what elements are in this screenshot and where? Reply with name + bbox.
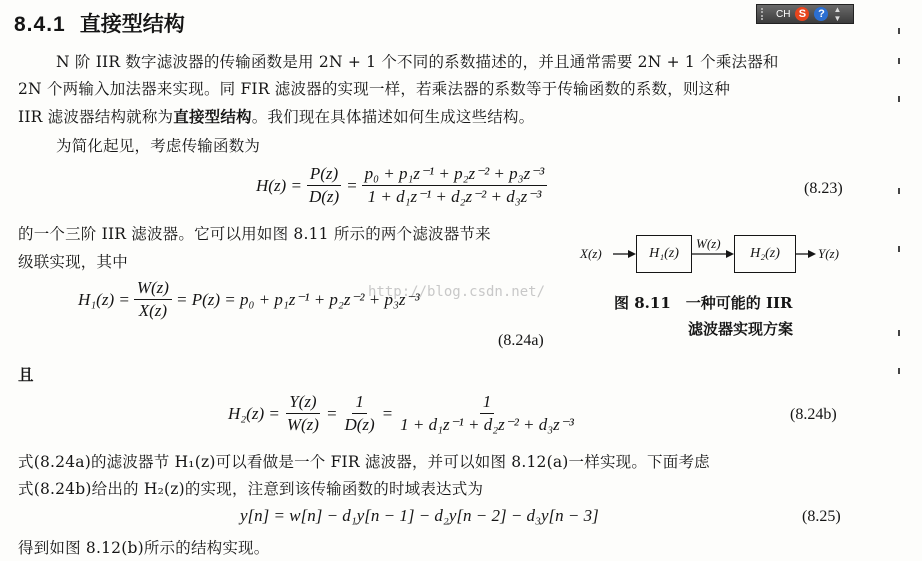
eq823-frac1-denominator: D(z) (308, 187, 340, 206)
scroll-tick (898, 368, 900, 374)
help-icon[interactable]: ? (814, 7, 828, 21)
eq823-fraction1 (306, 164, 342, 207)
eq824b-frac3-denominator: 1 + d₁z⁻¹ + d₂z⁻² + d₃z⁻³ (400, 415, 574, 434)
eq824b-frac1-denominator: W(z) (286, 415, 319, 434)
block-h2 (734, 235, 796, 273)
eq823-lhs: H(z) = (256, 175, 302, 195)
scroll-tick (898, 28, 900, 34)
eq824b-frac2-numerator: 1 (352, 392, 367, 414)
section-heading (14, 8, 185, 38)
scroll-tick (898, 58, 900, 64)
paragraph1-line3-post: 。我们现在具体描述如何生成这些结构。 (251, 108, 535, 126)
block-h2-label: H₂(z) (750, 246, 780, 261)
output-arrow-head (808, 250, 816, 258)
scroll-tick (898, 330, 900, 336)
paragraph1-line3 (18, 104, 534, 130)
diagram-input-label: X(z) (580, 246, 602, 261)
paragraph4: 得到如图 8.12(b)所示的结构实现。 (18, 539, 270, 557)
block-h1-label: H₁(z) (649, 246, 679, 261)
equation-number-8-25: (8.25) (802, 508, 841, 525)
eq823-frac1-numerator: P(z) (307, 164, 341, 186)
equation-number-8-24b: (8.24b) (790, 406, 837, 423)
eq824b-lhs: H₂(z) = (228, 403, 280, 423)
grip-icon[interactable] (761, 8, 771, 20)
eq824a-numerator: W(z) (134, 278, 172, 300)
diagram-mid-label: W(z) (696, 236, 721, 251)
eq823-equals: = (346, 175, 358, 195)
equation-number-8-24a: (8.24a) (498, 332, 544, 349)
scrollbar[interactable] (878, 0, 922, 561)
paragraph1-line1: N 阶 IIR 数字滤波器的传输函数是用 2N + 1 个不同的系数描述的，并且通常需要 2N + 1 个乘法器和 (56, 53, 779, 71)
paragraph2-line2: 级联实现，其中 (18, 253, 128, 271)
scroll-tick (898, 246, 900, 252)
paragraph3-line2: 式(8.24b)给出的 H₂(z)的实现，注意到该传输函数的时域表达式为 (18, 480, 484, 498)
equation-8-24b (228, 392, 581, 435)
paragraph2-line1: 的一个三阶 IIR 滤波器。它可以用如图 8.11 所示的两个滤波器节来 (18, 225, 491, 243)
paragraph1-line2: 2N 个两输入加法器来实现。同 FIR 滤波器的实现一样，若乘法器的系数等于传输函数的系数，则这种 (18, 80, 731, 98)
input-arrow-head (628, 250, 636, 258)
block-h1 (636, 235, 692, 273)
paragraph1-line3-pre: IIR 滤波器结构就称为 (18, 108, 174, 126)
section-title: 直接型结构 (79, 13, 185, 36)
eq823-frac2-numerator: p₀ + p₁z⁻¹ + p₂z⁻² + p₃z⁻³ (362, 164, 548, 186)
sogou-logo-icon[interactable]: S (795, 7, 809, 21)
equation-8-24a (78, 278, 420, 321)
eq824a-fraction (134, 278, 172, 321)
ime-mode-label[interactable]: CH (776, 8, 791, 20)
section-number: 8.4.1 (14, 13, 66, 36)
eq824b-frac2-denominator: D(z) (344, 415, 375, 434)
chevron-icon[interactable]: ▲ ▼ (833, 5, 842, 23)
eq823-frac2-denominator: 1 + d₁z⁻¹ + d₂z⁻² + d₃z⁻³ (367, 187, 542, 206)
scroll-tick (898, 188, 900, 194)
eq824b-frac1-numerator: Y(z) (286, 392, 319, 414)
figure-caption-line1: 图 8.11 一种可能的 IIR (614, 294, 793, 312)
equation-8-23 (256, 164, 551, 207)
eq824b-fraction2 (341, 392, 377, 435)
eq823-fraction2 (362, 164, 548, 207)
eq824b-frac3-numerator: 1 (480, 392, 495, 414)
eq824a-rhs: = P(z) = p₀ + p₁z⁻¹ + p₂z⁻² + p₃z⁻³ (175, 289, 420, 309)
eq824b-equals1: = (325, 403, 338, 423)
equation-8-25: y[n] = w[n] − d₁y[n − 1] − d₂y[n − 2] − d₃y[n − 3] (240, 506, 599, 525)
eq824a-lhs: H₁(z) = (78, 289, 130, 309)
eq824b-fraction1 (284, 392, 322, 435)
ime-toolbar[interactable] (756, 4, 854, 24)
equation-number-8-23: (8.23) (804, 180, 843, 197)
eq824b-equals2: = (381, 403, 394, 423)
figure-caption-line2: 滤波器实现方案 (688, 320, 794, 338)
eq824a-denominator: X(z) (138, 301, 168, 320)
scroll-tick (898, 96, 900, 102)
term-direct-form: 直接型结构 (173, 107, 252, 126)
watermark-text: http://blog.csdn.net/ (368, 284, 546, 300)
paragraph3-line1: 式(8.24a)的滤波器节 H₁(z)可以看做是一个 FIR 滤波器，并可以如图 8.12(a)一样实现。下面考虑 (18, 453, 710, 471)
eq824b-fraction3 (397, 392, 577, 435)
middle-arrow-head (726, 250, 734, 258)
conjunction-text: 且 (18, 365, 34, 384)
paragraph1-line4: 为简化起见，考虑传输函数为 (56, 137, 261, 155)
diagram-output-label: Y(z) (818, 246, 839, 261)
